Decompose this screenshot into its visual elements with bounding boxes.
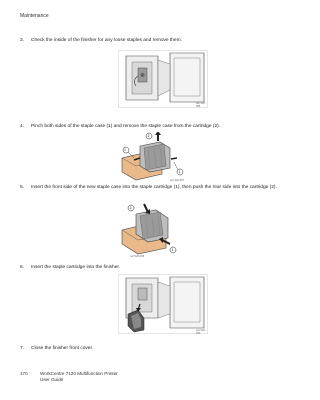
page-number: 170	[20, 371, 28, 376]
step-7	[20, 346, 282, 352]
step-3	[20, 38, 282, 44]
step-text: Pinch both sides of the staple case (1) and remove the staple case from the cartridge (2).	[31, 124, 221, 129]
footer-guide: User Guide	[40, 377, 64, 382]
callout-2: 2	[129, 206, 132, 210]
footer-product: WorkCentre 7120 Multifunction Printer	[40, 371, 118, 376]
figure-remove-staple-case	[118, 132, 188, 184]
step-4	[20, 124, 282, 130]
step-number: 3.	[20, 38, 25, 43]
figure-id: wc7120-068	[130, 255, 145, 258]
step-text: Insert the staple cartridge into the finisher.	[31, 265, 121, 270]
callout-1: 1	[178, 170, 181, 174]
figure-insert-cartridge	[118, 274, 208, 334]
figure-id: wc7120-067	[170, 179, 185, 182]
step-number: 7.	[20, 346, 25, 351]
step-text: Close the finisher front cover.	[31, 346, 94, 351]
page-header-section: Maintenance	[20, 13, 49, 19]
figure-id: wc7120-069	[196, 329, 206, 335]
step-6	[20, 265, 282, 271]
figure-finisher-interior	[118, 50, 208, 108]
step-text: Check the inside of the finisher for any loose staples and remove them.	[31, 38, 182, 43]
step-number: 4.	[20, 124, 25, 129]
step-number: 6.	[20, 265, 25, 270]
step-number: 5.	[20, 185, 25, 190]
callout-2: 2	[147, 134, 150, 138]
step-text: Insert the front side of the new staple case into the staple cartridge (1), then push the rear side into the cartridge (2).	[31, 185, 277, 190]
figure-id: wc7120-066	[196, 102, 206, 108]
step-5	[20, 185, 282, 191]
callout-1: 1	[171, 248, 174, 252]
callout-1: 1	[124, 148, 126, 152]
figure-insert-staple-case	[118, 200, 188, 258]
